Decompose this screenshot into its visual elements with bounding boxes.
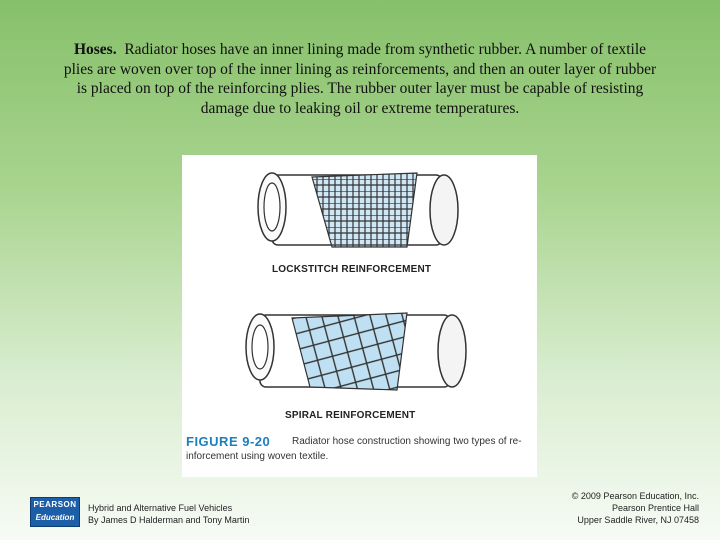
- spiral-label: SPIRAL REINFORCEMENT: [285, 410, 416, 421]
- slide-body-text: [60, 40, 660, 118]
- figure-number: FIGURE 9-20: [186, 434, 271, 449]
- hose-figure: [182, 155, 537, 477]
- figure-caption-line1: Radiator hose construction showing two types of re-: [292, 436, 522, 447]
- spiral-hose: [246, 313, 466, 390]
- figure-caption-line2: inforcement using woven textile.: [186, 451, 329, 462]
- book-info: [88, 502, 249, 526]
- logo-top-text: PEARSON: [33, 500, 77, 509]
- address-text: Upper Saddle River, NJ 07458: [577, 515, 699, 525]
- book-title: Hybrid and Alternative Fuel Vehicles: [88, 503, 233, 513]
- hose-illustration: [182, 155, 537, 477]
- publisher-text: Pearson Prentice Hall: [611, 503, 699, 513]
- copyright-text: © 2009 Pearson Education, Inc.: [571, 491, 699, 501]
- copyright-block: [572, 490, 699, 526]
- slide-body: Radiator hoses have an inner lining made from synthetic rubber. A number of textile plies are woven over top of the inner lining as reinforcements, and then an outer layer of rubber is placed on top of the reinforcing plies. The rubber outer layer must be capable of resisting damage due to leaking oil or extreme temperatures.: [63, 41, 657, 117]
- slide-heading: Hoses.: [73, 41, 117, 58]
- lockstitch-hose: [258, 173, 458, 247]
- pearson-logo: [30, 497, 80, 527]
- lockstitch-label: LOCKSTITCH REINFORCEMENT: [272, 264, 432, 275]
- logo-bottom-text: Education: [35, 513, 75, 522]
- book-authors: By James D Halderman and Tony Martin: [88, 515, 250, 525]
